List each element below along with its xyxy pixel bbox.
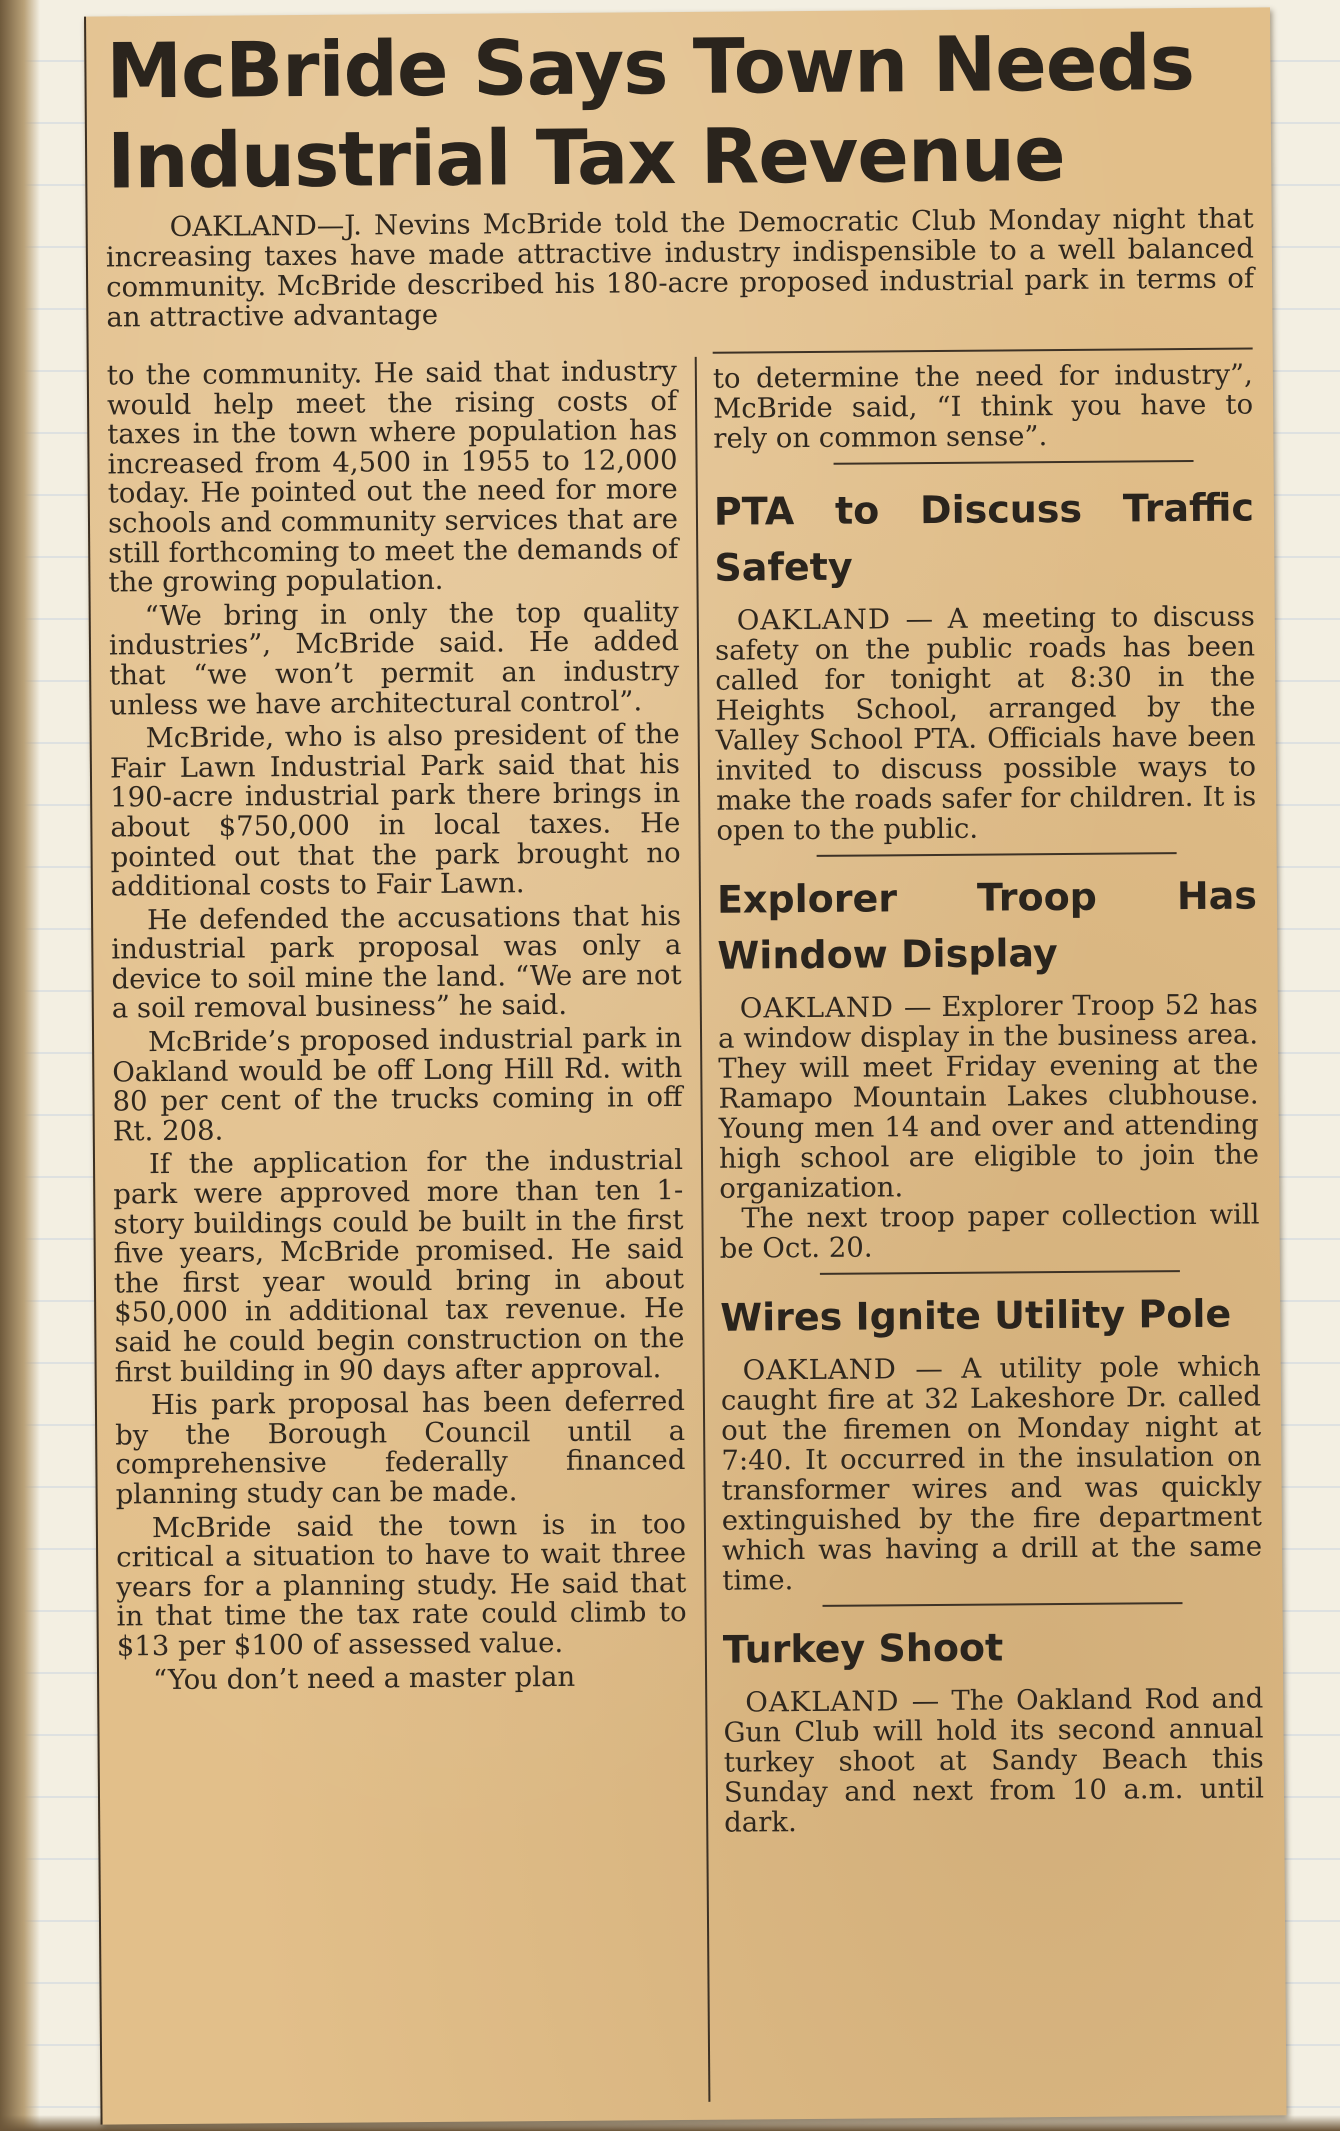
article-paragraph: McBride, who is also president of the Fair Lawn Industrial Park said that his 190-acre industrial park there brings in about $750,000 in local taxes. He pointed out that the park brought no additional costs to Fair Lawn. [109,718,681,903]
article-paragraph: “You don’t need a master plan [152,1660,576,1696]
article-paragraph: McBride said the town is in too critical a situation to have to wait three years for a planning study. He said that in that time the tax rate could climb to $13 per $100 of assessed value. [115,1507,687,1663]
column-top-rule [713,347,1253,353]
brief-dateline: OAKLAND [739,991,895,1025]
brief-title-wires: Wires Ignite Utility Pole [720,1291,1232,1340]
page-binding-shadow [0,0,40,2131]
brief-title-turkey: Turkey Shoot [722,1625,1004,1672]
article-continuation: to determine the need for industry”, McBride said, “I think you have to rely on common sense”. [712,358,1254,455]
article-left-column [107,357,687,1700]
article-paragraph: If the application for the industrial park were approved more than ten 1-story buildings could be built in the first five years, McBride promised. He said the first year would bring in about $50,000 in additional tax revenue. He said he could begin construction on the first building in 90 days after approval. [113,1144,685,1389]
brief-body-explorer: OAKLAND — Explorer Troop 52 has a window display in the business area. They will meet Friday evening at the Ramapo Mountain Lakes clubhouse. Young men 14 and over and attending high school are eligible to join the organization. [717,988,1260,1205]
article-paragraph: “We bring in only the top quality industries”, McBride said. He added that “we won’t permit an industry unless we have architectural control”. [108,595,680,722]
brief-body-wires: OAKLAND — A utility pole which caught fire at 32 Lakeshore Dr. called out the firemen on Monday night at 7:40. It occurred in the insulation on transformer wires and was quickly extinguished by the fire department which was having a drill at the same time. [720,1350,1263,1597]
article-right-column [713,359,1265,1837]
article-paragraph: His park proposal has been deferred by the Borough Council until a comprehensive federally financed planning study can be made. [115,1385,686,1511]
brief-title-pta: PTA to Discuss Traffic Safety [713,485,1255,590]
section-rule [823,1602,1183,1607]
section-rule [834,460,1194,465]
brief-dateline: OAKLAND [736,603,892,637]
article-lead [106,203,1255,332]
newspaper-clipping [84,7,1287,2124]
brief-dateline: OAKLAND [742,1353,897,1387]
article-paragraph: McBride’s proposed industrial park in Oakland would be off Long Hill Rd. with 80 per cent of the trucks coming in off Rt. 208. [112,1022,683,1148]
column-divider [695,357,711,2102]
lead-paragraph: OAKLAND—J. Nevins McBride told the Democratic Club Monday night that increasing taxes have made attractive industry indispensible to a well balanced community. McBride described his 180-acre proposed industrial park in terms of an attractive advantage [105,202,1255,334]
clipping-left-border [84,17,103,2125]
brief-body-pta: OAKLAND — A meeting to discuss safety on the public roads has been called for tonight at 8:30 in the Heights School, arranged by the Valley School PTA. Officials have been invited to discuss possible ways to make the roads safer for children. It is open to the public. [714,600,1257,847]
brief-extra-explorer: The next troop paper collection will be Oct. 20. [719,1198,1260,1265]
brief-dateline: OAKLAND [745,1685,900,1719]
section-rule [817,852,1177,857]
brief-body-turkey: OAKLAND — The Oakland Rod and Gun Club will hold its second annual turkey shoot at Sandy Beach this Sunday and next from 10 a.m. until dark. [723,1682,1265,1839]
brief-title-explorer: Explorer Troop Has Window Display [716,873,1258,978]
section-rule [820,1270,1180,1275]
article-paragraph: He defended the accusations that his industrial park proposal was only a device to soil mine the land. “We are not a soil removal business” he said. [111,899,682,1025]
article-paragraph: to the community. He said that industry would help meet the rising costs of taxes in the town where population has increased from 4,500 in 1955 to 12,000 today. He pointed out the need for more schools and community services that are still forthcoming to meet the demands of the growing population. [106,355,679,599]
article-headline: McBride Says Town Needs Industrial Tax Revenue [106,17,1195,206]
